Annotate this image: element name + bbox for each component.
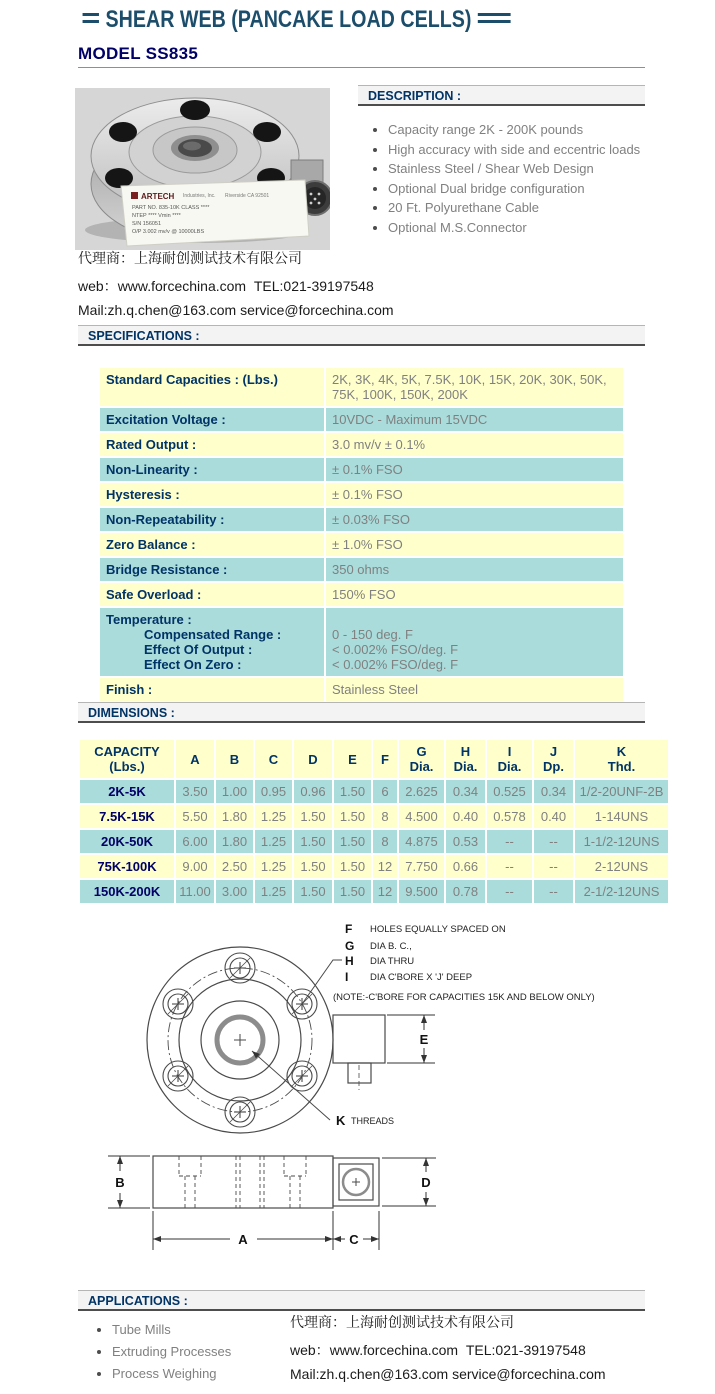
spec-value: ± 0.03% FSO — [326, 508, 623, 531]
spec-row — [100, 533, 623, 556]
dim-col-i: I Dia. — [487, 740, 532, 778]
callout-text-i: DIA C'BORE X 'J' DEEP — [370, 972, 473, 983]
title-decoration-right-icon — [478, 13, 511, 23]
dim-header-row — [80, 740, 668, 778]
dim-col-e: E — [334, 740, 371, 778]
dim-label-c: C — [349, 1232, 359, 1247]
dim-label-b: B — [115, 1175, 125, 1190]
description-list — [372, 122, 656, 239]
web-url[interactable]: www.forcechina.com — [117, 278, 247, 294]
description-item: • 20 Ft. Polyurethane Cable — [388, 200, 656, 216]
model-title: MODEL SS835 — [78, 44, 199, 63]
dim-capacity: 2K-5K — [80, 780, 174, 803]
description-item: • Optional M.S.Connector — [388, 220, 656, 236]
description-item: • Capacity range 2K - 200K pounds — [388, 122, 656, 138]
spec-row — [100, 483, 623, 506]
spec-value: Stainless Steel — [326, 678, 623, 701]
dim-e — [387, 1015, 435, 1063]
label-brand2: Industries, Inc. — [183, 193, 216, 199]
spec-label: Bridge Resistance : — [100, 558, 324, 581]
specifications-heading: SPECIFICATIONS : — [78, 325, 645, 346]
spec-row — [100, 583, 623, 606]
spec-row — [100, 433, 623, 456]
dim-col-c: C — [255, 740, 292, 778]
spec-label: Zero Balance : — [100, 533, 324, 556]
dim-capacity: 150K-200K — [80, 880, 174, 903]
spec-label: Excitation Voltage : — [100, 408, 324, 431]
dim-col-h: H Dia. — [446, 740, 485, 778]
callout-key-h: H — [345, 954, 354, 968]
description-heading: DESCRIPTION : — [358, 85, 645, 106]
spec-value-group: 0 - 150 deg. F < 0.002% FSO/deg. F < 0.002% FSO/deg. F — [326, 608, 623, 676]
dim-row: 20K-50K 6.00 1.80 1.25 1.50 1.50 8 4.875 0.53 -- -- 1-1/2-12UNS — [80, 830, 668, 853]
spec-value: ± 0.1% FSO — [326, 483, 623, 506]
dim-row: 75K-100K 9.00 2.50 1.25 1.50 1.50 12 7.750 0.66 -- -- 2-12UNS — [80, 855, 668, 878]
technical-drawing — [90, 918, 700, 1283]
application-item: • Extruding Processes — [112, 1344, 302, 1360]
k-leader — [252, 1051, 330, 1120]
footer-tel: TEL:021-39197548 — [465, 1342, 586, 1358]
web-label: web： — [78, 278, 118, 294]
spec-value: ± 1.0% FSO — [326, 533, 623, 556]
spec-label: Safe Overload : — [100, 583, 324, 606]
dim-col-capacity: CAPACITY (Lbs.) — [80, 740, 174, 778]
contact-tel: TEL:021-39197548 — [253, 278, 374, 294]
connector-side-fragment — [333, 1015, 385, 1090]
page-title: SHEAR WEB (PANCAKE LOAD CELLS) — [105, 6, 472, 33]
dim-capacity: 20K-50K — [80, 830, 174, 853]
callout-text-f: HOLES EQUALLY SPACED ON — [370, 924, 506, 935]
dim-capacity: 75K-100K — [80, 855, 174, 878]
product-photo — [75, 88, 330, 250]
description-item: • Optional Dual bridge configuration — [388, 181, 656, 197]
specifications-table — [98, 366, 625, 703]
description-item: • High accuracy with side and eccentric loads — [388, 142, 656, 158]
k-text: THREADS — [351, 1116, 395, 1126]
page-title-row — [76, 6, 517, 34]
spec-label: Non-Repeatability : — [100, 508, 324, 531]
spec-row — [100, 408, 623, 431]
dim-b — [108, 1156, 150, 1208]
label-line4: O/P 3.002 mv/v @ 10000LBS — [132, 229, 205, 235]
dim-d — [382, 1158, 436, 1206]
dim-col-k: K Thd. — [575, 740, 668, 778]
applications-list — [96, 1322, 302, 1388]
dim-label-e: E — [419, 1032, 429, 1047]
callout-text-g: DIA B. C., — [370, 941, 412, 952]
spec-label: Non-Linearity : — [100, 458, 324, 481]
dim-col-f: F — [373, 740, 397, 778]
drawing-note: (NOTE:-C'BORE FOR CAPACITIES 15K AND BELOW ONLY) — [333, 992, 595, 1003]
dim-row: 2K-5K 3.50 1.00 0.95 0.96 1.50 6 2.625 0.34 0.525 0.34 1/2-20UNF-2B — [80, 780, 668, 803]
application-item: • Process Weighing — [112, 1366, 302, 1382]
spec-row — [100, 508, 623, 531]
dimensions-heading: DIMENSIONS : — [78, 702, 645, 723]
k-key: K — [336, 1113, 346, 1128]
side-view — [153, 1156, 379, 1208]
dim-label-a: A — [238, 1232, 248, 1247]
spec-row-temperature — [100, 608, 623, 676]
contact-web-line — [78, 276, 374, 296]
label-line2: NTEP **** Vmin **** — [132, 213, 181, 219]
description-item: • Stainless Steel / Shear Web Design — [388, 161, 656, 177]
contact-agent: 代理商：上海耐创测试技术有限公司 — [78, 250, 302, 266]
spec-value: 3.0 mv/v ± 0.1% — [326, 433, 623, 456]
dim-col-a: A — [176, 740, 214, 778]
label-brand: ARTECH — [141, 192, 175, 201]
dim-col-b: B — [216, 740, 253, 778]
dim-label-d: D — [421, 1175, 431, 1190]
dim-col-g: G Dia. — [399, 740, 444, 778]
callout-key-g: G — [345, 939, 355, 953]
spec-row — [100, 678, 623, 701]
spec-value: 350 ohms — [326, 558, 623, 581]
spec-label: Hysteresis : — [100, 483, 324, 506]
label-line1: PART NO. 835-10K CLASS **** — [132, 205, 210, 211]
callout-key-f: F — [345, 922, 353, 936]
dim-a — [153, 1211, 379, 1250]
label-line3: S/N 156051 — [132, 221, 162, 227]
web-label: web： — [290, 1342, 330, 1358]
product-label — [121, 180, 309, 246]
spec-label: Rated Output : — [100, 433, 324, 456]
dim-capacity: 7.5K-15K — [80, 805, 174, 828]
dim-col-d: D — [294, 740, 332, 778]
drawing-callouts — [333, 922, 595, 1003]
web-url[interactable]: www.forcechina.com — [329, 1342, 459, 1358]
spec-row — [100, 558, 623, 581]
spec-value: 150% FSO — [326, 583, 623, 606]
callout-text-h: DIA THRU — [370, 956, 415, 967]
spec-value: ± 0.1% FSO — [326, 458, 623, 481]
dim-row: 7.5K-15K 5.50 1.80 1.25 1.50 1.50 8 4.500 0.40 0.578 0.40 1-14UNS — [80, 805, 668, 828]
spec-row — [100, 368, 623, 406]
footer-mail[interactable]: Mail:zh.q.chen@163.com service@forcechina.com — [290, 1366, 606, 1382]
spec-label: Finish : — [100, 678, 324, 701]
dimensions-table — [78, 738, 670, 905]
footer-agent: 代理商：上海耐创测试技术有限公司 — [290, 1314, 514, 1330]
application-item: • Tube Mills — [112, 1322, 302, 1338]
spec-value: 2K, 3K, 4K, 5K, 7.5K, 10K, 15K, 20K, 30K, 50K, 75K, 100K, 150K, 200K — [326, 368, 623, 406]
spec-value: 10VDC - Maximum 15VDC — [326, 408, 623, 431]
spec-row — [100, 458, 623, 481]
footer-web-line — [290, 1340, 586, 1360]
dim-row: 150K-200K 11.00 3.00 1.25 1.50 1.50 12 9.500 0.78 -- -- 2-1/2-12UNS — [80, 880, 668, 903]
spec-label: Standard Capacities : (Lbs.) — [100, 368, 324, 406]
callout-key-i: I — [345, 970, 349, 984]
front-view — [147, 947, 333, 1133]
title-decoration-left-icon — [83, 13, 99, 23]
dim-col-j: J Dp. — [534, 740, 573, 778]
model-title-rule — [78, 67, 645, 68]
label-loc: Riverside CA 92501 — [225, 193, 270, 199]
applications-heading: APPLICATIONS : — [78, 1290, 645, 1311]
spec-label-group: Temperature : Compensated Range : Effect Of Output : Effect On Zero : — [100, 608, 324, 676]
contact-mail[interactable]: Mail:zh.q.chen@163.com service@forcechina.com — [78, 302, 394, 318]
